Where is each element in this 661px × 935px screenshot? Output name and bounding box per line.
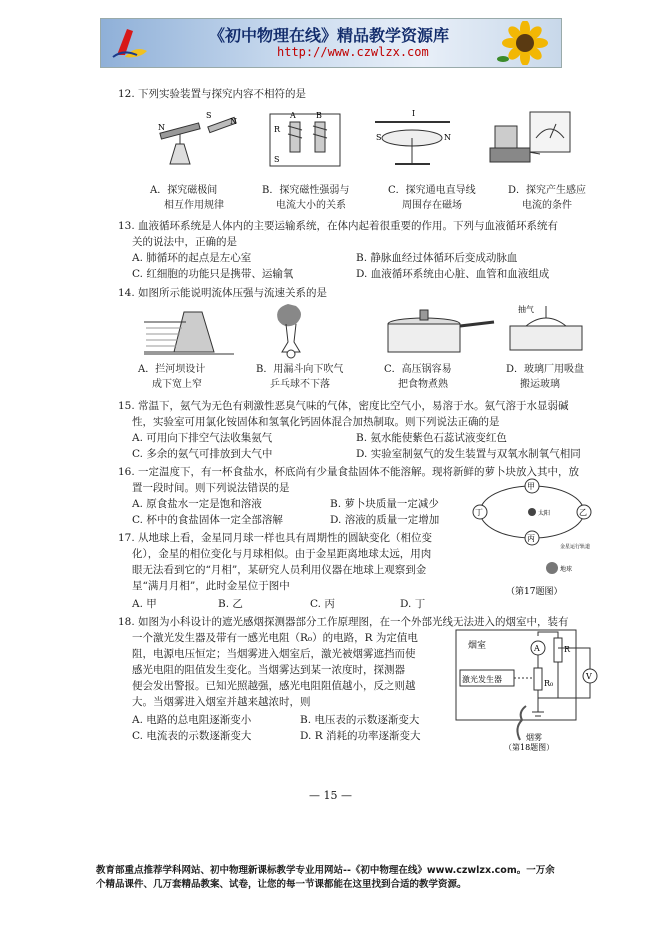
svg-text:A: A: [534, 644, 540, 653]
q14-option-b: B．用漏斗向下吹气 乒乓球不下落: [256, 364, 344, 390]
q12-fig-d-galvanometer-icon: [490, 112, 570, 162]
q12-option-a: A．探究磁极间 相互作用规律: [150, 185, 224, 211]
q16-option-a: A. 原食盐水一定是饱和溶液: [132, 498, 262, 510]
q17-option-c: C. 丙: [310, 598, 335, 610]
q18-figure-circuit: [454, 628, 606, 752]
q15-option-a: A. 可用向下排空气法收集氨气: [132, 432, 273, 444]
r0-resistor: [534, 668, 542, 690]
svg-text:N: N: [230, 117, 237, 126]
svg-text:R: R: [274, 125, 281, 134]
q18-caption: （第18题图）: [504, 743, 555, 752]
q17-option-a: A. 甲: [132, 598, 157, 610]
q15-option-c: C. 多余的氨气可排放到大气中: [132, 448, 273, 460]
q12-figures: [150, 104, 580, 180]
q13-option-a: A. 肺循环的起点是左心室: [132, 252, 252, 264]
q17-option-b: B. 乙: [218, 598, 243, 610]
q13-option-c: C. 红细胞的功能只是携带、运输氧: [132, 268, 294, 280]
position-bing: 丙: [527, 534, 535, 543]
site-url[interactable]: http://www.czwlzx.com: [277, 45, 429, 59]
svg-text:I: I: [412, 109, 416, 118]
page-number: — 15 —: [309, 789, 352, 802]
q13-option-b: B. 静脉血经过体循环后变成动脉血: [356, 252, 518, 264]
q16-option-c: C. 杯中的食盐固体一定全部溶解: [132, 514, 283, 526]
q15-stem-line1: 15. 常温下，氨气为无色有刺激性恶臭气味的气体，密度比空气小，易溶于水。氨气溶于水显弱碱: [118, 400, 569, 412]
q14-figures: [144, 302, 584, 360]
q17-figure-orbit: [470, 478, 600, 600]
header-banner: [100, 18, 562, 68]
q14-fig-b-funnel-ball-icon: [277, 304, 301, 358]
q15-option-b: B. 氨水能使紫色石蕊试液变红色: [356, 432, 507, 444]
footer-note: 教育部重点推荐学科网站、初中物理新课标教学专业用网站--《初中物理在线》www.czwlzx.com。一万余 个精品课件、几万套精品教案、试卷，让您的每一节课都能在这里找到合适的教学资源。: [96, 865, 555, 890]
q14-fig-d-label: 抽气: [518, 305, 534, 314]
q16-stem-line1: 16. 一定温度下，有一杯食盐水，杯底尚有少量食盐固体不能溶解。现将新鲜的萝卜块放入其中，放: [118, 466, 580, 478]
q18-option-c: C. 电流表的示数逐渐变大: [132, 730, 252, 742]
earth-icon: [546, 562, 558, 574]
q14-stem: 14. 如图所示能说明流体压强与流速关系的是: [118, 287, 328, 299]
q14-fig-a-dam-icon: [144, 312, 234, 354]
svg-text:R: R: [564, 645, 571, 654]
q18-stem-line6: 大。当烟雾进入烟室并越来越浓时，则: [132, 696, 311, 708]
q18-option-b: B. 电压表的示数逐渐变大: [300, 714, 420, 726]
svg-text:S: S: [274, 155, 280, 164]
q13-option-d: D. 血液循环系统由心脏、血管和血液组成: [356, 268, 550, 280]
sunflower-icon: [495, 21, 555, 65]
svg-text:地球: 地球: [560, 566, 573, 573]
orbit-label: 金星运行轨道: [560, 544, 591, 550]
q15-stem-line2: 性，实验室可用氯化铵固体和氢氧化钙固体混合加热制取。则下列说法正确的是: [132, 416, 500, 428]
smoke-room-label: 烟室: [468, 641, 487, 651]
q17-stem-line3: 眼无法看到它的“月相”，某研究人员利用仪器在地球上观察到金: [132, 564, 427, 576]
q12-fig-b-electromagnet-icon: [270, 111, 340, 166]
q17-stem-line2: 化），金星的相位变化与月球相似。由于金星距离地球太远，用肉: [132, 548, 432, 560]
laser-label: 激光发生器: [462, 675, 502, 684]
q12-option-d: D．探究产生感应 电流的条件: [508, 185, 587, 211]
svg-text:V: V: [586, 672, 592, 681]
svg-text:A: A: [290, 111, 296, 120]
q12-fig-c-compass-icon: [375, 109, 451, 164]
position-yi: 乙: [579, 508, 587, 517]
r-resistor: [554, 638, 562, 662]
q18-stem-line3: 阻，电源电压恒定；当烟雾进入烟室后，激光被烟雾遮挡而使: [132, 648, 416, 660]
svg-text:N: N: [444, 133, 451, 142]
smoke-label: 烟雾: [526, 733, 542, 742]
q18-stem-line1: 18. 如图为小科设计的遮光感烟探测器部分工作原理图，在一个外部光线无法进入的烟室中，装有: [118, 616, 569, 628]
position-ding: 丁: [475, 508, 483, 517]
svg-text:N: N: [158, 123, 165, 132]
q16-option-d: D. 溶液的质量一定增加: [330, 514, 440, 526]
q17-stem-line4: 星“满月月相”，此时金星位于图中: [132, 580, 290, 592]
q12-option-b: B．探究磁性强弱与 电流大小的关系: [262, 185, 350, 211]
svg-text:S: S: [376, 133, 382, 142]
svg-text:S: S: [206, 111, 212, 120]
q18-option-d: D. R 消耗的功率逐渐变大: [300, 730, 421, 742]
q14-fig-d-suction-cup-icon: [510, 304, 582, 350]
q16-option-b: B. 萝卜块质量一定减少: [330, 498, 439, 510]
q18-stem-line4: 感光电阻的阻值发生变化。当烟雾达到某一浓度时，探测器: [132, 664, 405, 676]
q18-stem-line5: 便会发出警报。已知光照越强，感光电阻阻值越小，反之则越: [132, 680, 416, 692]
q15-option-d: D. 实验室制氨气的发生装置与双氧水制氧气相同: [356, 448, 581, 460]
q18-stem-line2: 一个激光发生器及带有一感光电阻（R₀）的电路，R 为定值电: [132, 632, 418, 644]
sun-icon: [528, 508, 536, 516]
q13-stem-line2: 关的说法中，正确的是: [132, 236, 237, 248]
q12-option-c: C．探究通电直导线 周围存在磁场: [388, 185, 476, 211]
smoke-icon: [517, 706, 526, 740]
q17-stem-line1: 17. 从地球上看，金星同月球一样也具有周期性的圆缺变化（相位变: [118, 532, 433, 544]
position-jia: 甲: [527, 482, 535, 491]
q12-fig-a-magnet-icon: [158, 111, 237, 164]
q12-stem: 12. 下列实验装置与探究内容不相符的是: [118, 88, 307, 100]
q14-option-a: A．拦河坝设计 成下宽上窄: [138, 364, 206, 390]
q17-option-d: D. 丁: [400, 598, 426, 610]
q14-option-d: D．玻璃厂用吸盘 搬运玻璃: [506, 364, 585, 390]
q16-stem-line2: 置一段时间。则下列说法错误的是: [132, 482, 290, 494]
svg-text:太阳: 太阳: [538, 510, 551, 517]
q14-fig-c-pressure-cooker-icon: [388, 310, 494, 352]
q14-option-c: C．高压锅容易 把食物煮熟: [384, 364, 452, 390]
site-logo-icon: [111, 25, 151, 61]
svg-text:R₀: R₀: [544, 679, 554, 688]
q13-stem-line1: 13. 血液循环系统是人体内的主要运输系统，在体内起着很重要的作用。下列与血液循环系统有: [118, 220, 559, 232]
site-title: 《初中物理在线》精品教学资源库: [209, 26, 450, 45]
q18-option-a: A. 电路的总电阻逐渐变小: [132, 714, 252, 726]
svg-text:B: B: [316, 111, 322, 120]
q17-caption: （第17题图）: [506, 587, 563, 597]
